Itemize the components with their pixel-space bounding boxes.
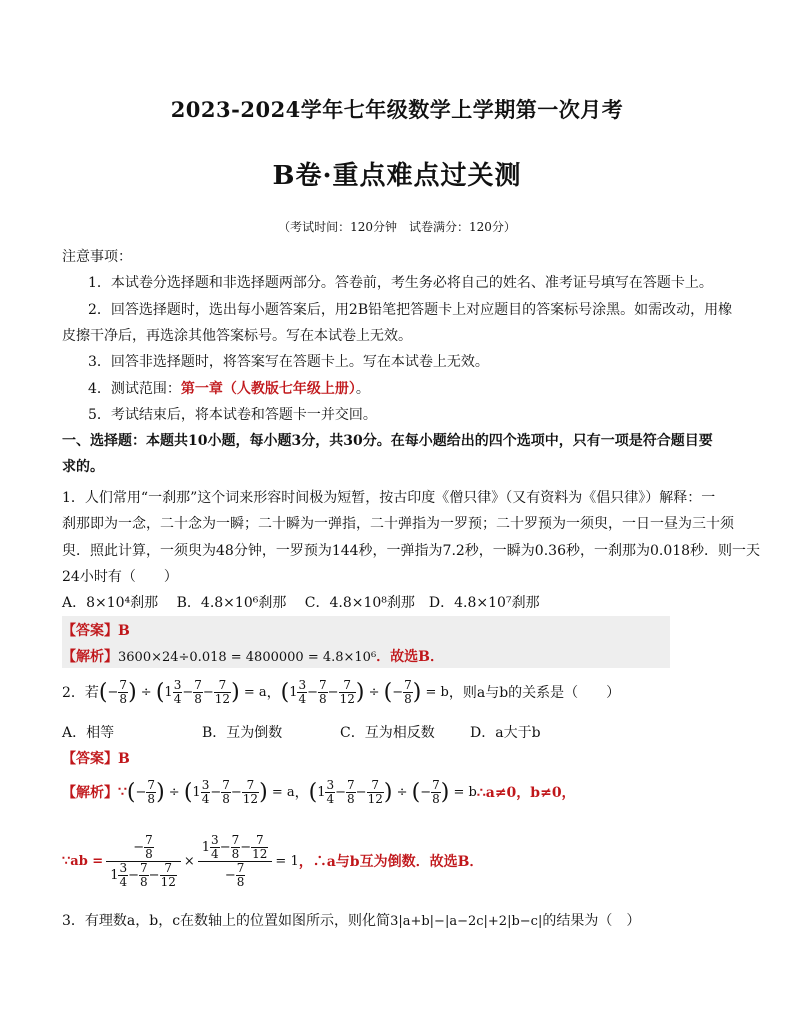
- section-1-line2: 求的。: [62, 459, 104, 475]
- q2-tail: ，则a与b的关系是（ ）: [448, 685, 621, 701]
- note-4: [88, 378, 370, 398]
- fraction: $\frac{7}{8}$: [236, 860, 245, 889]
- fraction: $\frac{7}{8}$: [147, 777, 156, 806]
- q2-answer: [62, 748, 130, 768]
- q2-option-a: A．相等: [62, 725, 115, 741]
- fraction: $\frac{3}{4}$: [173, 677, 182, 706]
- times-sign: ×: [183, 853, 195, 869]
- fraction: $\frac{7}{12}$: [160, 860, 176, 889]
- answer-value: B: [118, 751, 130, 767]
- compound-fraction: 1 $\frac{3}{4}$ − $\frac{7}{8}$ − $\frac{7}{12}$ − $\frac{7}{8}$: [198, 834, 273, 889]
- fraction: $\frac{7}{12}$: [367, 777, 383, 806]
- fraction: $\frac{7}{12}$: [242, 777, 259, 806]
- q1-answer: [62, 620, 130, 640]
- note-2b: 皮擦干净后，再选涂其他答案标号。写在本试卷上无效。: [62, 328, 412, 344]
- fraction: $\frac{7}{12}$: [339, 677, 355, 706]
- fraction: $\frac{7}{8}$: [231, 832, 240, 861]
- fraction: $\frac{3}{4}$: [326, 777, 335, 806]
- q1-options: A．8×10⁴刹那 B．4.8×10⁶刹那 C．4.8×10⁸刹那 D．4.8×10⁷刹那: [62, 595, 540, 611]
- exam-meta: （考试时间：120分钟 试卷满分：120分）: [278, 220, 516, 234]
- page-subtitle: B卷·重点难点过关测: [272, 161, 522, 191]
- q2-num: 2．若: [62, 685, 99, 701]
- note-1: 1．本试卷分选择题和非选择题两部分。答卷前，考生务必将自己的姓名、准考证号填写在答题卡上。: [88, 275, 713, 291]
- q2-condition: ∴a≠0，b≠0，: [476, 785, 576, 801]
- analysis-label: 【解析】: [62, 785, 118, 801]
- q1-line3: 臾．照此计算，一须臾为48分钟，一罗预为144秒，一弹指为7.2秒，一瞬为0.36秒，一刹那为0.018秒．则一天: [62, 543, 761, 559]
- fraction: $\frac{7}{8}$: [404, 677, 412, 706]
- answer-value: B: [118, 623, 130, 639]
- compound-fraction: − $\frac{7}{8}$ 1 $\frac{3}{4}$ − $\frac{7}{8}$ − $\frac{7}{12}$: [106, 834, 181, 889]
- fraction: $\frac{7}{8}$: [194, 677, 202, 706]
- q1-analysis: [62, 646, 444, 666]
- q3-text-a: 3．有理数a，b，c在数轴上的位置如图所示，则化简: [62, 913, 391, 929]
- q2-option-c: C．互为相反数: [340, 725, 435, 741]
- fraction: $\frac{7}{8}$: [432, 777, 440, 806]
- q2-conclusion: ，∴a与b互为倒数．故选B．: [298, 854, 484, 870]
- page-title: 2023-2024学年七年级数学上学期第一次月考: [170, 97, 624, 122]
- answer-label: 【答案】: [62, 623, 118, 639]
- fraction: $\frac{7}{8}$: [347, 777, 355, 806]
- fraction: $\frac{7}{12}$: [214, 677, 231, 706]
- q2-analysis-2: [62, 820, 483, 902]
- fraction: $\frac{7}{8}$: [140, 860, 148, 889]
- q1-analysis-end: ．故选B．: [376, 649, 445, 665]
- fraction: $\frac{7}{8}$: [319, 677, 327, 706]
- test-range: 第一章（人教版七年级上册）: [180, 381, 356, 397]
- note-3: 3．回答非选择题时，将答案写在答题卡上。写在本试卷上无效。: [88, 354, 489, 370]
- q1-line2: 刹那即为一念，二十念为一瞬；二十瞬为一弹指，二十弹指为一罗预；二十罗预为一须臾，一日一昼为三十须: [62, 516, 734, 532]
- q2-option-b: B．互为倒数: [202, 725, 283, 741]
- fraction: $\frac{3}{4}$: [201, 777, 210, 806]
- q3-expression: 3|a+b|−|a−2c|+2|b−c|: [390, 914, 543, 929]
- q2-analysis-1: 【解析】 ∵ ( − $\frac{7}{8}$ ) ÷ ( 1 $\frac{3}{4}$ − $\frac{7}{8}$ − $\frac{7}{12}$ ) = a ， ( 1 $\frac{3}{4}$ − $\frac{7}{8}$ − $\frac{7}{12}$ ) ÷ ( − $\frac{7}{8}$ ) = b ∴a≠0，b≠0，: [62, 777, 576, 806]
- q2-ab: ∵ab =: [62, 853, 104, 869]
- fraction: $\frac{3}{4}$: [211, 832, 219, 861]
- fraction: $\frac{3}{4}$: [298, 677, 307, 706]
- q2-stem: 2．若 ( − $\frac{7}{8}$ ) ÷ ( 1 $\frac{3}{4}$ − $\frac{7}{8}$ − $\frac{7}{12}$ ) = a ， ( 1 $\frac{3}{4}$ − $\frac{7}{8}$ − $\frac{7}{12}$ ) ÷ ( − $\frac{7}{8}$ ) = b ，则a与b的关系是（ ）: [62, 677, 621, 706]
- fraction: $\frac{7}{8}$: [222, 777, 230, 806]
- fraction: $\frac{7}{8}$: [145, 832, 153, 861]
- fraction: $\frac{7}{12}$: [252, 832, 268, 861]
- q3-stem: [62, 910, 640, 930]
- fraction: $\frac{7}{8}$: [119, 677, 128, 706]
- note-2a: 2．回答选择题时，选出每小题答案后，用2B铅笔把答题卡上对应题目的答案标号涂黑。如需改动，用橡: [88, 302, 733, 318]
- note-4-suffix: 。: [355, 381, 370, 397]
- q2-eq-a: = a: [243, 684, 267, 700]
- note-5: 5．考试结束后，将本试卷和答题卡一并交回。: [88, 407, 377, 423]
- equals-one: = 1: [275, 853, 299, 869]
- analysis-label: 【解析】: [62, 649, 118, 665]
- notes-heading: 注意事项：: [62, 249, 132, 265]
- q2-option-d: D．a大于b: [470, 725, 541, 741]
- q1-line4: 24小时有（ ）: [62, 569, 178, 585]
- section-1-line1: 一、选择题：本题共10小题，每小题3分，共30分。在每小题给出的四个选项中，只有一项是符合题目要: [62, 433, 713, 449]
- note-4-prefix: 4．测试范围：: [88, 381, 181, 397]
- q1-line1: 1．人们常用“一刹那”这个词来形容时间极为短暂，按古印度《僧只律》（又有资料为《倡只律》）解释：一: [62, 490, 716, 506]
- q2-eq-b: = b: [425, 684, 449, 700]
- answer-label: 【答案】: [62, 751, 118, 767]
- fraction: $\frac{3}{4}$: [119, 860, 128, 889]
- q1-analysis-math: 3600×24÷0.018 = 4800000 = 4.8×10⁶: [118, 650, 377, 665]
- q3-text-b: 的结果为（ ）: [542, 913, 641, 929]
